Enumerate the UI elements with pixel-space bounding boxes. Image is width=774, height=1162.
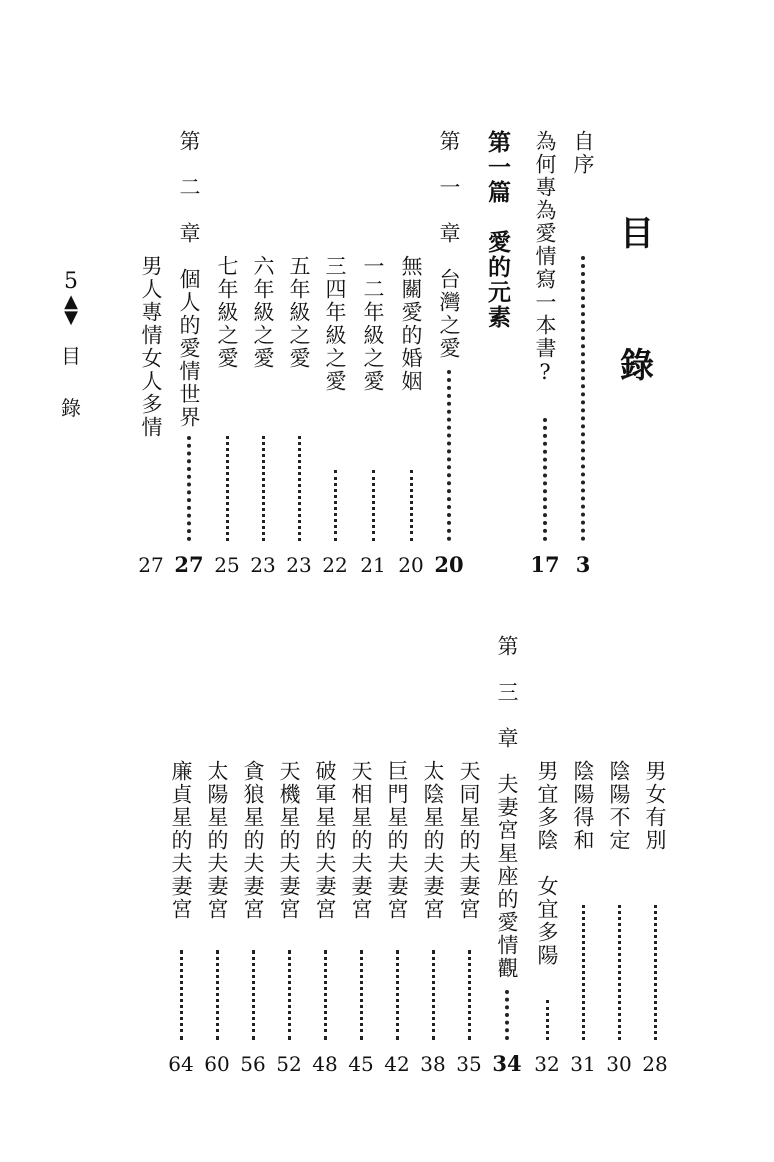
leader-dots xyxy=(396,950,399,1040)
entry-page: 64 xyxy=(168,1052,194,1076)
leader-dots xyxy=(298,436,301,541)
entry-title: 破軍星的夫妻宮 xyxy=(313,760,337,921)
entry-page: 32 xyxy=(534,1052,560,1076)
running-header-char-1: 目 xyxy=(61,344,81,368)
entry-page: 56 xyxy=(240,1052,266,1076)
entry-title: 太陰星的夫妻宮 xyxy=(421,760,445,921)
leader-dots xyxy=(252,950,255,1040)
leader-dots xyxy=(654,905,657,1040)
leader-dots xyxy=(432,950,435,1040)
entry-page: 30 xyxy=(606,1052,632,1076)
entry-page: 48 xyxy=(312,1052,338,1076)
entry-page: 23 xyxy=(250,553,276,577)
page-number: 5 xyxy=(64,269,78,294)
entry-title: 巨門星的夫妻宮 xyxy=(385,760,409,921)
entry-page: 42 xyxy=(384,1052,410,1076)
leader-dots xyxy=(334,470,337,541)
entry-page: 23 xyxy=(286,553,312,577)
entry-title: 第 二 章 個人的愛情世界 xyxy=(177,130,201,429)
leader-dots xyxy=(187,436,191,541)
running-header-char-2: 錄 xyxy=(61,396,81,420)
entry-page: 20 xyxy=(434,552,464,577)
entry-title: 男女有別 xyxy=(643,760,667,852)
title-char-1: 目 xyxy=(620,214,654,254)
leader-dots xyxy=(505,990,509,1040)
leader-dots xyxy=(543,418,547,541)
leader-dots xyxy=(372,470,375,541)
entry-page: 27 xyxy=(174,552,204,577)
entry-title: 五年級之愛 xyxy=(287,255,311,370)
entry-page: 52 xyxy=(276,1052,302,1076)
title-char-2: 錄 xyxy=(620,346,654,386)
entry-page: 35 xyxy=(456,1052,482,1076)
entry-title: 天機星的夫妻宮 xyxy=(277,760,301,921)
entry-page: 25 xyxy=(214,553,240,577)
entry-title: 第 一 章 台灣之愛 xyxy=(437,130,461,360)
entry-title: 一二年級之愛 xyxy=(361,255,385,393)
entry-page: 28 xyxy=(642,1052,668,1076)
entry-title: 廉貞星的夫妻宮 xyxy=(169,760,193,921)
leader-dots xyxy=(546,1000,549,1040)
entry-page: 20 xyxy=(398,553,424,577)
entry-title: 男宜多陰 女宜多陽 xyxy=(535,760,559,967)
entry-page: 27 xyxy=(138,553,164,577)
entry-title: 陰陽不定 xyxy=(607,760,631,852)
entry-title: 第 三 章 夫妻宮星座的愛情觀 xyxy=(495,635,519,980)
running-header xyxy=(54,270,88,420)
entry-page: 3 xyxy=(575,552,591,577)
entry-page: 34 xyxy=(492,1051,522,1076)
leader-dots xyxy=(324,950,327,1040)
entry-title: 三四年級之愛 xyxy=(323,255,347,393)
leader-dots xyxy=(216,950,219,1040)
leader-dots xyxy=(288,950,291,1040)
leader-dots xyxy=(226,436,229,541)
entry-title: 無關愛的婚姻 xyxy=(399,255,423,393)
leader-dots xyxy=(447,370,451,541)
leader-dots xyxy=(468,950,471,1040)
entry-page: 38 xyxy=(420,1052,446,1076)
entry-page: 31 xyxy=(570,1052,596,1076)
entry-title: 自序 xyxy=(571,130,595,176)
down-arrow-icon: ▼ xyxy=(64,307,78,328)
leader-dots xyxy=(410,470,413,541)
entry-title: 天同星的夫妻宮 xyxy=(457,760,481,921)
entry-page: 45 xyxy=(348,1052,374,1076)
entry-page: 21 xyxy=(360,553,386,577)
leader-dots xyxy=(180,950,183,1040)
running-header-label xyxy=(54,344,88,420)
entry-title: 為何專為愛情寫一本書? xyxy=(533,130,557,386)
entry-title: 貪狼星的夫妻宮 xyxy=(241,760,265,921)
leader-dots xyxy=(360,950,363,1040)
up-arrow-icon: ▲ xyxy=(64,291,78,312)
leader-dots xyxy=(262,436,265,541)
entry-title: 七年級之愛 xyxy=(215,255,239,370)
entry-title: 天相星的夫妻宮 xyxy=(349,760,373,921)
entry-page: 17 xyxy=(530,552,560,577)
entry-page: 22 xyxy=(322,553,348,577)
part-title: 第一篇 愛的元素 xyxy=(484,130,510,330)
entry-title: 太陽星的夫妻宮 xyxy=(205,760,229,921)
entry-title: 陰陽得和 xyxy=(571,760,595,852)
entry-page: 60 xyxy=(204,1052,230,1076)
entry-title: 男人專情女人多情 xyxy=(139,255,163,439)
leader-dots xyxy=(581,256,585,541)
leader-dots xyxy=(618,905,621,1040)
leader-dots xyxy=(582,905,585,1040)
entry-title: 六年級之愛 xyxy=(251,255,275,370)
